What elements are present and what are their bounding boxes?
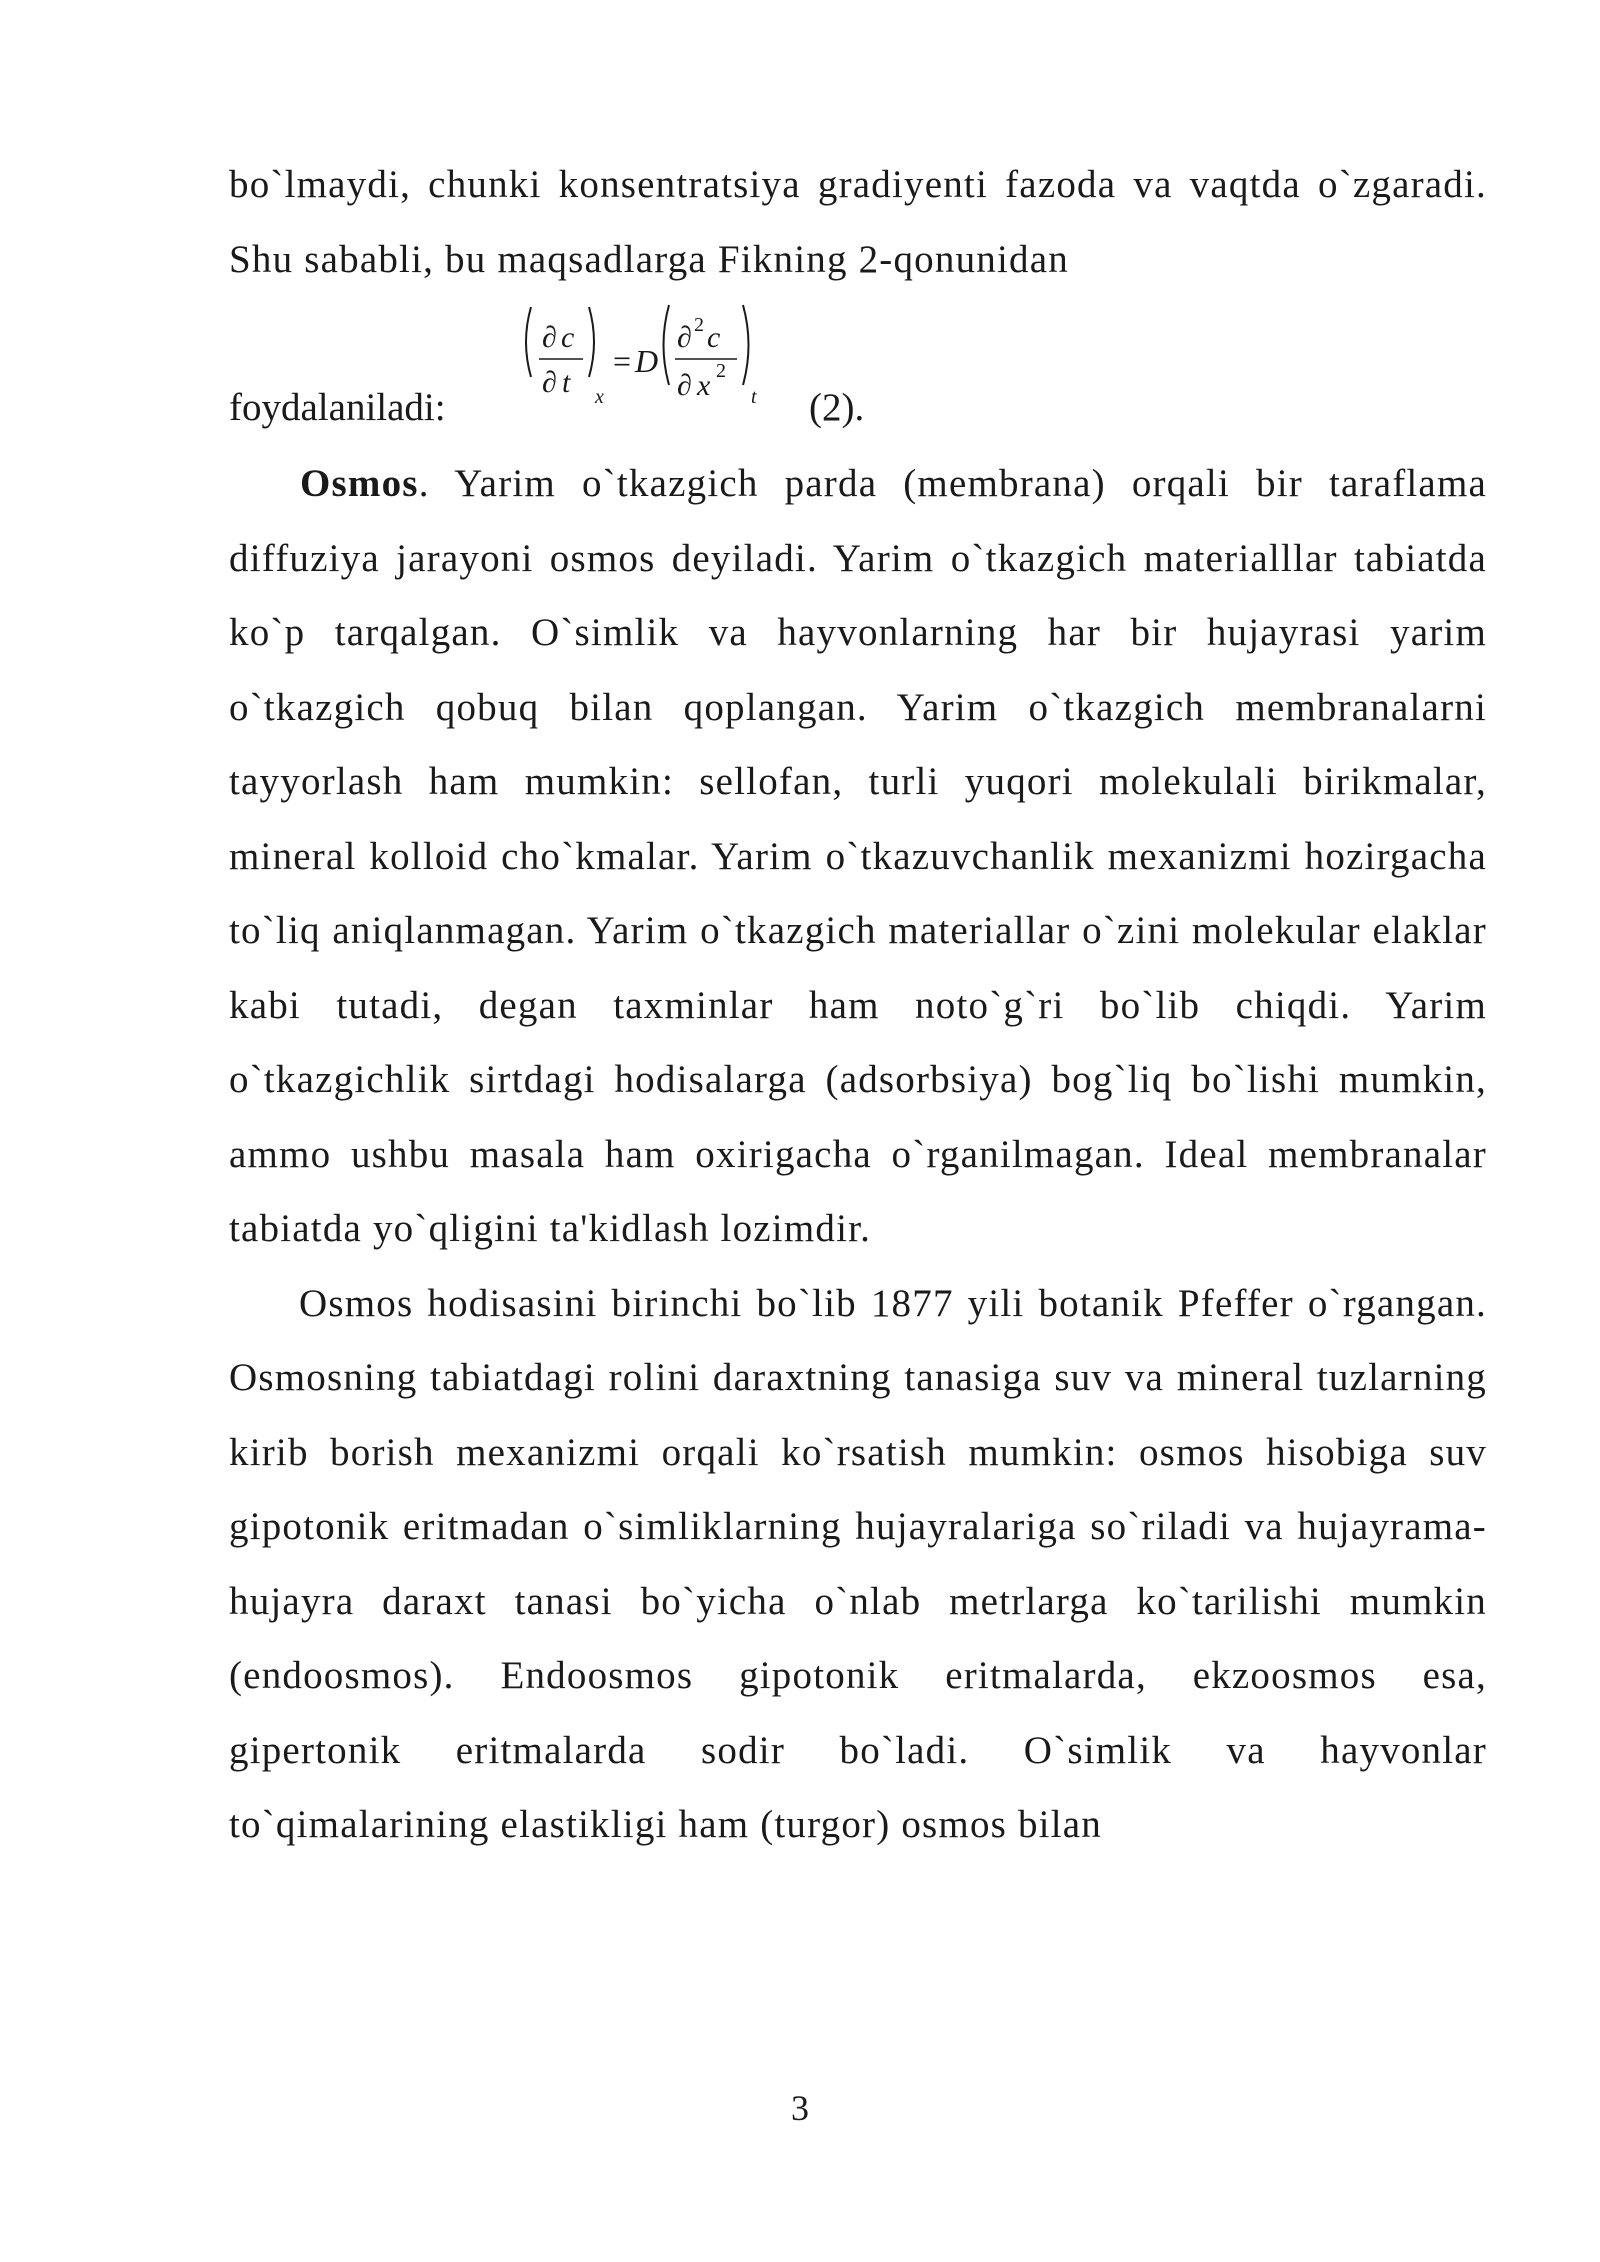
paragraph-pfeffer: Osmos hodisasini birinchi bo`lib 1877 yili botanik Pfeffer o`rgangan. Osmosning tabiatdagi rolini daraxtning tanasiga suv va mineral tuzlarning kirib borish mexanizmi orqali ko`rsatish mumkin: osmos hisobiga suv gipotonik eritmadan o`simliklarning hujayralariga so`riladi va hujayrama-hujayra daraxt tanasi bo`yicha o`nlab metrlarga ko`tarilishi mumkin (endoosmos). Endoosmos gipotonik eritmalarda, ekzoosmos esa, gipertonik eritmalarda sodir bo`ladi. O`simlik va hayvonlar to`qimalarining elastikligi ham (turgor) osmos bilan <box>229 1281 1487 1846</box>
symbol-c: c <box>561 321 575 354</box>
formula-number: (2). <box>809 386 865 429</box>
osmos-definition: . Yarim o`tkazgich parda (membrana) orqali bir taraflama diffuziya jarayoni osmos deyiladi. Yarim o`tkazgich materialllar tabiatda ko`p tarqalgan. O`simlik va hayvonlarning har bir hujayrasi yarim o`tkazgich qobuq bilan qoplangan. Yarim o`tkazgich membranalarni tayyorlash ham mumkin: sellofan, turli yuqori molekulali birikmalar, mineral kolloid cho`kmalar. Yarim o`tkazuvchanlik mexanizmi hozirgacha to`liq aniqlanmagan. Yarim o`tkazgich materiallar o`zini molekular elaklar kabi tutadi, degan taxminlar ham noto`g`ri bo`lib chiqdi. Yarim o`tkazgichlik sirtdagi hodisalarga (adsorbsiya) bog`liq bo`lishi mumkin, ammo ushbu masala ham oxirigacha o`rganilmagan. Ideal membranalar tabiatda yo`qligini ta'kidlash lozimdir. <box>229 462 1487 1250</box>
equals-sign: = <box>613 343 632 379</box>
paragraph-osmos <box>229 447 1487 1267</box>
symbol-x: x <box>697 369 711 402</box>
partial-symbol: ∂ <box>677 369 692 402</box>
symbol-c: c <box>707 321 721 354</box>
subscript-x: x <box>595 386 604 408</box>
formula-label: foydalaniladi: <box>229 386 446 429</box>
partial-symbol: ∂ <box>542 366 557 399</box>
superscript-2: 2 <box>716 360 726 382</box>
formula-line <box>229 297 1487 447</box>
symbol-t: t <box>562 366 571 399</box>
partial-symbol: ∂ <box>677 321 692 354</box>
fick-second-law-formula <box>519 297 809 447</box>
body-text <box>229 148 1487 1863</box>
subscript-t: t <box>751 386 757 408</box>
partial-symbol: ∂ <box>542 321 557 354</box>
symbol-D: D <box>635 343 659 379</box>
superscript-2: 2 <box>694 314 704 336</box>
osmos-term: Osmos <box>300 462 419 505</box>
page-number: 3 <box>791 2088 809 2128</box>
paragraph-continuation: bo`lmaydi, chunki konsentratsiya gradiyenti fazoda va vaqtda o`zgaradi. Shu sababli, bu maqsadlarga Fikning 2-qonunidan <box>229 163 1487 281</box>
